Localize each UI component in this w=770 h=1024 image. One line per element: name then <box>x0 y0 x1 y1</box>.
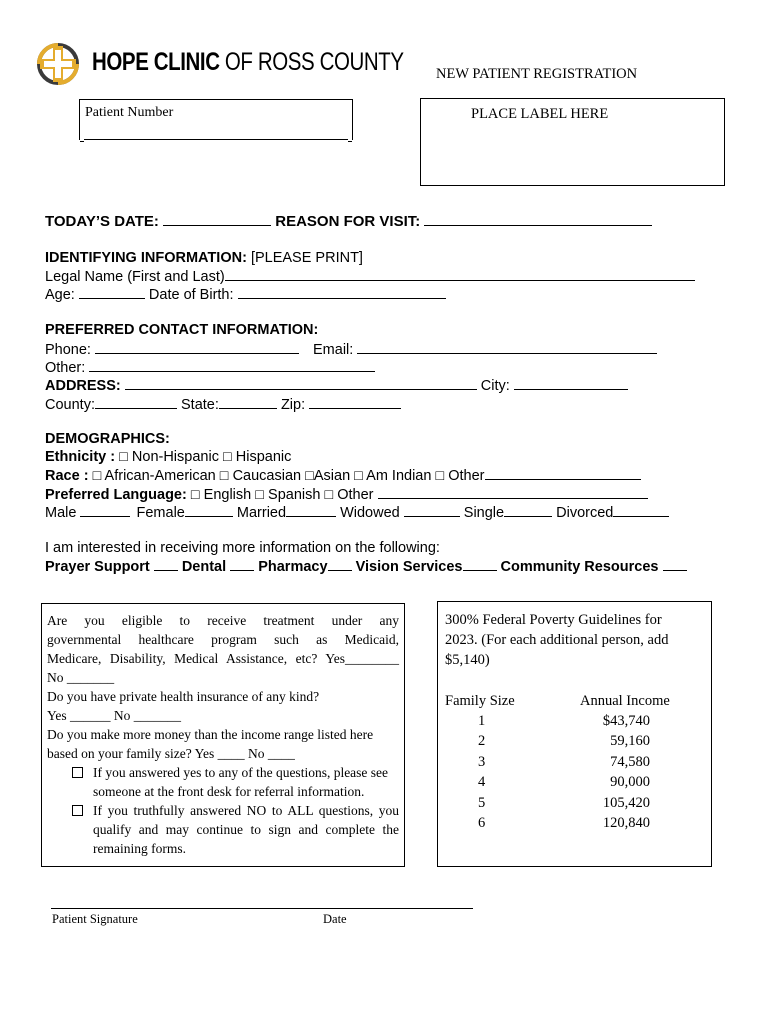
phone-field[interactable] <box>95 341 299 354</box>
note2a: If you truthfully answered NO to ALL questions, you <box>93 803 399 818</box>
signature-line[interactable] <box>51 908 473 909</box>
family-size-cell: 4 <box>478 774 486 791</box>
address-field[interactable] <box>125 377 477 390</box>
community-field[interactable] <box>663 558 687 571</box>
poverty-title-c: $5,140) <box>445 652 490 668</box>
legal-name-row <box>45 268 695 285</box>
form-title: NEW PATIENT REGISTRATION <box>436 66 638 82</box>
annual-income-cell: 120,840 <box>602 815 650 831</box>
eligibility-q1c: Medicare, Disability, Medical Assistance, etc? Yes________ <box>47 651 399 666</box>
language-options[interactable]: □ English □ Spanish □ Other <box>190 487 374 503</box>
visit-row <box>45 213 652 230</box>
clinic-logo-icon <box>36 42 80 86</box>
other-contact-field[interactable] <box>89 359 375 372</box>
status-widowed: Widowed <box>340 505 400 521</box>
state-field[interactable] <box>219 396 277 409</box>
reason-field[interactable] <box>424 213 652 226</box>
label-placeholder-box <box>420 98 725 186</box>
eligibility-q3b: based on your family size? Yes ____ No ____ <box>47 746 295 761</box>
eligibility-q1d: No _______ <box>47 670 115 685</box>
annual-income-cell: $43,740 <box>602 713 650 729</box>
family-size-cell: 1 <box>478 713 486 729</box>
status-married: Married <box>236 505 287 521</box>
race-label: Race : <box>45 468 89 484</box>
patient-signature-label: Patient Signature <box>52 912 138 926</box>
language-label: Preferred Language: <box>45 487 187 503</box>
female-field[interactable] <box>185 504 233 517</box>
other-row <box>45 359 375 376</box>
dental-field[interactable] <box>230 558 254 571</box>
language-row <box>45 486 648 503</box>
note2b: qualify and may continue to sign and complete the <box>93 822 399 837</box>
address-label: ADDRESS: <box>45 378 121 394</box>
legal-name-label: Legal Name (First and Last) <box>45 269 225 285</box>
status-divorced: Divorced <box>556 505 614 521</box>
annual-income-header: Annual Income <box>580 693 670 709</box>
annual-income-cell: 90,000 <box>610 774 650 791</box>
reason-label: REASON FOR VISIT: <box>275 213 421 230</box>
state-label: State: <box>181 397 219 413</box>
language-other-field[interactable] <box>378 486 648 499</box>
status-male: Male <box>45 505 77 521</box>
city-field[interactable] <box>514 377 628 390</box>
interest-community: Community Resources <box>500 559 659 575</box>
status-single: Single <box>463 505 505 521</box>
todays-date-label: TODAY’S DATE: <box>45 213 159 230</box>
address-row <box>45 377 628 394</box>
ethnicity-label: Ethnicity : <box>45 449 116 465</box>
phone-row <box>45 341 657 358</box>
clinic-name <box>92 48 404 77</box>
prayer-field[interactable] <box>154 558 178 571</box>
legal-name-field[interactable] <box>225 268 695 281</box>
note1a: If you answered yes to any of the questions, please see <box>93 765 389 780</box>
interest-dental: Dental <box>181 559 227 575</box>
identifying-note: [PLEASE PRINT] <box>246 250 363 266</box>
status-female: Female <box>136 505 185 521</box>
zip-label: Zip: <box>280 397 306 413</box>
zip-field[interactable] <box>309 396 401 409</box>
family-size-cell: 2 <box>478 733 486 750</box>
widowed-field[interactable] <box>404 504 460 517</box>
vision-field[interactable] <box>463 558 497 571</box>
date-label: Date <box>323 912 347 926</box>
dob-label: Date of Birth: <box>148 287 234 303</box>
race-options[interactable]: □ African-American □ Caucasian □Asian □ Am Indian □ Other <box>92 468 485 484</box>
poverty-title-b: 2023. (For each additional person, add <box>445 632 669 648</box>
county-label: County: <box>45 397 95 413</box>
eligibility-q1a: Are you eligible to receive treatment under any <box>47 613 399 628</box>
patient-number-label: Patient Number <box>85 105 174 120</box>
note2c: remaining forms. <box>93 841 186 856</box>
identifying-heading-row <box>45 250 363 266</box>
county-row <box>45 396 401 413</box>
interest-prayer: Prayer Support <box>45 559 150 575</box>
clinic-name-light: OF ROSS COUNTY <box>219 48 404 76</box>
race-other-field[interactable] <box>485 467 641 480</box>
family-size-cell: 5 <box>478 794 486 811</box>
checkbox-icon <box>72 767 83 778</box>
contact-heading: PREFERRED CONTACT INFORMATION: <box>45 322 319 338</box>
note1b: someone at the front desk for referral information. <box>93 784 365 799</box>
annual-income-cell: 74,580 <box>610 753 650 770</box>
interests-intro: I am interested in receiving more information on the following: <box>45 540 440 556</box>
age-label: Age: <box>45 287 75 303</box>
family-size-cell: 6 <box>478 815 486 831</box>
ethnicity-options[interactable]: □ Non-Hispanic □ Hispanic <box>119 449 292 465</box>
eligibility-q2: Do you have private health insurance of any kind? <box>47 689 320 704</box>
age-field[interactable] <box>79 286 145 299</box>
family-size-header: Family Size <box>445 693 515 709</box>
eligibility-box <box>41 603 405 867</box>
annual-income-cell: 105,420 <box>602 794 650 811</box>
race-row <box>45 467 641 484</box>
family-size-cell: 3 <box>478 753 486 770</box>
single-field[interactable] <box>504 504 552 517</box>
city-label: City: <box>480 378 510 394</box>
dob-field[interactable] <box>238 286 446 299</box>
marital-row <box>45 504 669 521</box>
eligibility-q3a: Do you make more money than the income range listed here <box>47 727 374 742</box>
eligibility-q1b: governmental healthcare program such as Medicaid, <box>47 632 399 647</box>
divorced-field[interactable] <box>613 504 669 517</box>
pharmacy-field[interactable] <box>328 558 352 571</box>
interests-row <box>45 558 687 575</box>
county-field[interactable] <box>95 396 177 409</box>
eligibility-q2a: Yes ______ No _______ <box>47 708 182 723</box>
clinic-name-bold: HOPE CLINIC <box>92 48 220 76</box>
email-field[interactable] <box>357 341 657 354</box>
poverty-title-a: 300% Federal Poverty Guidelines for <box>445 612 662 628</box>
other-label: Other: <box>45 360 86 376</box>
interest-pharmacy: Pharmacy <box>258 559 328 575</box>
place-label-text: PLACE LABEL HERE <box>471 106 609 122</box>
todays-date-field[interactable] <box>163 213 271 226</box>
annual-income-cell: 59,160 <box>610 733 650 750</box>
phone-label: Phone: <box>45 342 91 358</box>
male-field[interactable] <box>80 504 130 517</box>
ethnicity-row <box>45 449 291 465</box>
poverty-guidelines-box <box>437 601 712 867</box>
checkbox-icon <box>72 805 83 816</box>
demographics-heading: DEMOGRAPHICS: <box>45 431 170 447</box>
email-label: Email: <box>313 342 354 358</box>
interest-vision: Vision Services <box>355 559 463 575</box>
identifying-heading: IDENTIFYING INFORMATION: <box>45 250 247 266</box>
patient-number-field[interactable] <box>79 99 353 140</box>
age-row <box>45 286 446 303</box>
married-field[interactable] <box>286 504 336 517</box>
